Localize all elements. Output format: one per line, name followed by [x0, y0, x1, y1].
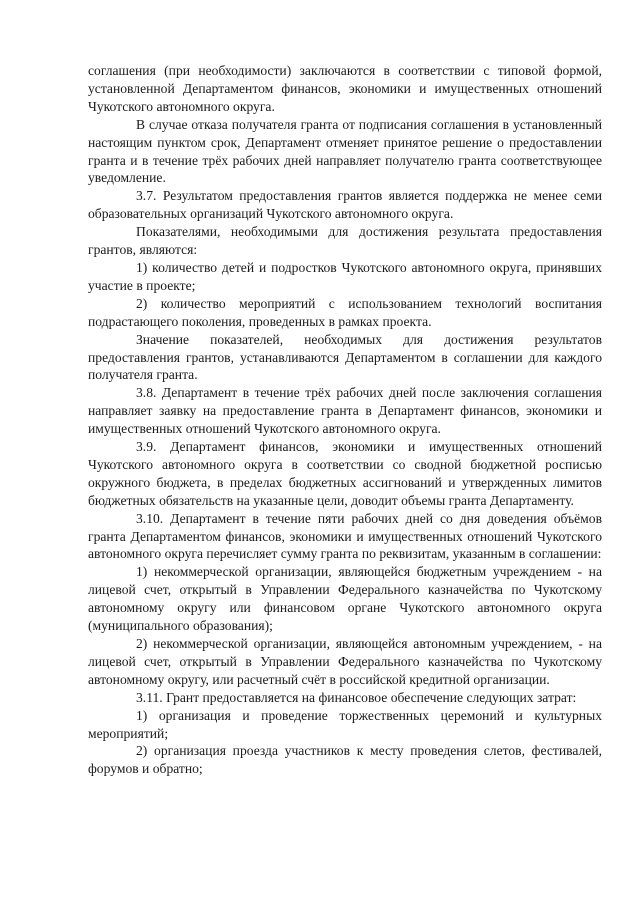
list-item-budget-institution: 1) некоммерческой организации, являющейся бюджетным учреждением - на лицевой счет, открытый в Управлении Федерального казначейства по Чукотскому автономному округу или финансовом органе Чукотского автономного округа (муниципального образования);	[88, 564, 602, 634]
paragraph-indicators: Показателями, необходимыми для достижения результата предоставления грантов, являются:	[88, 224, 602, 258]
paragraph-3-10: 3.10. Департамент в течение пяти рабочих дней со дня доведения объёмов гранта Департаментом финансов, экономики и имущественных отношений Чукотского автономного округа перечисляет сумму гранта по реквизитам, указанным в соглашении:	[88, 510, 602, 562]
list-item-indicator-children: 1) количество детей и подростков Чукотского автономного округа, принявших участие в проекте;	[88, 259, 602, 293]
paragraph-3-9: 3.9. Департамент финансов, экономики и имущественных отношений Чукотского автономного округа в соответствии со сводной бюджетной росписью окружного бюджета, в пределах бюджетных ассигнований и утвержденных лимитов бюджетных обязательств на указанные цели, доводит объемы гранта Департаменту.	[88, 439, 602, 508]
paragraph-3-11: 3.11. Грант предоставляется на финансовое обеспечение следующих затрат:	[136, 689, 577, 705]
paragraph-3-8: 3.8. Департамент в течение трёх рабочих дней после заключения соглашения направляет заявку на предоставление гранта в Департамент финансов, экономики и имущественных отношений Чукотского автономного округа.	[88, 385, 602, 437]
paragraph-indicator-values: Значение показателей, необходимых для достижения результатов предоставления грантов, устанавливаются Департаментом в соглашении для каждого получателя гранта.	[88, 331, 602, 383]
paragraph-form-agreement: соглашения (при необходимости) заключаются в соответствии с типовой формой, установленной Департаментом финансов, экономики и имущественных отношений Чукотского автономного округа.	[88, 63, 602, 114]
paragraph-3-7-result: 3.7. Результатом предоставления грантов является поддержка не менее семи образовательных организаций Чукотского автономного округа.	[88, 188, 602, 222]
list-item-autonomous-institution: 2) некоммерческой организации, являющейся автономным учреждением, - на лицевой счет, открытый в Управлении Федерального казначейства по Чукотскому автономному округу, или расчетный счёт в российской кредитной организации.	[88, 636, 602, 687]
list-item-travel: 2) организация проезда участников к месту проведения слетов, фестивалей, форумов и обратно;	[88, 743, 602, 777]
paragraph-refusal: В случае отказа получателя гранта от подписания соглашения в установленный настоящим пунктом срок, Департамент отменяет принятое решение о предоставлении гранта и в течение трёх рабочих дней направляет получателю гранта соответствующее уведомление.	[88, 116, 602, 186]
document-page	[88, 62, 602, 778]
list-item-ceremonies: 1) организация и проведение торжественных церемоний и культурных мероприятий;	[88, 707, 602, 741]
list-item-indicator-events: 2) количество мероприятий с использованием технологий воспитания подрастающего поколения, проведенных в рамках проекта.	[88, 295, 602, 329]
